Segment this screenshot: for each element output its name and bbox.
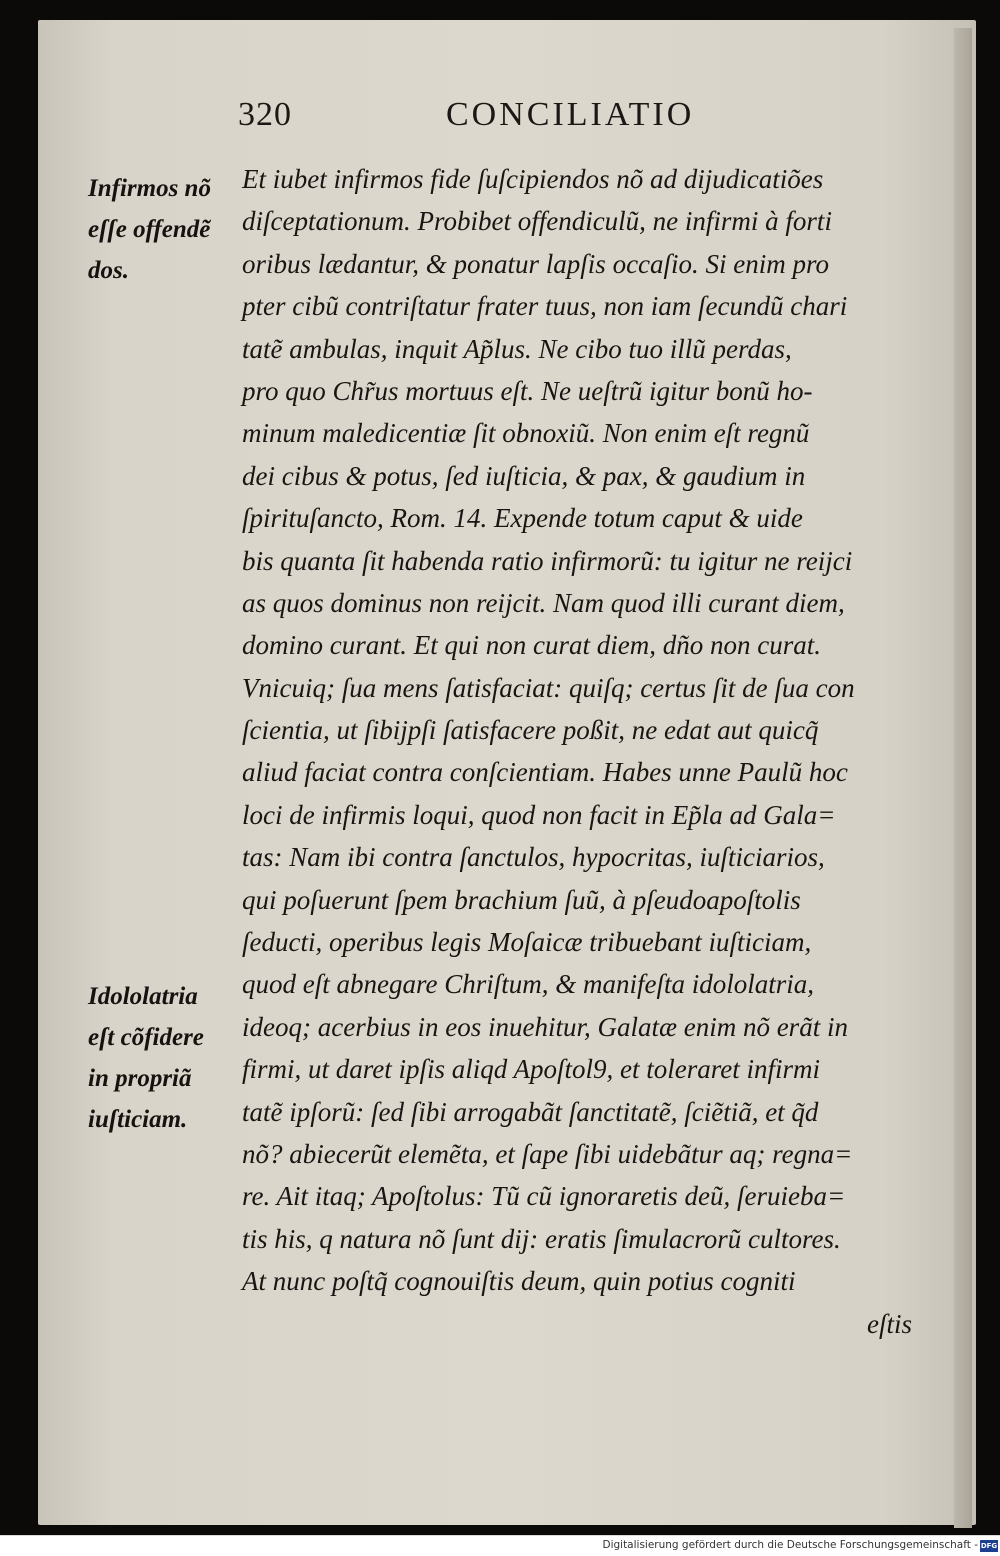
text-line: tatẽ ambulas, inquit Ap̃lus. Ne cibo tuo illũ perdas, [242, 333, 792, 364]
catchword: eſtis [867, 1308, 912, 1339]
text-line: re. Ait itaq; Apoſtolus: Tũ cũ ignoraretis deũ, ſeruieba= [242, 1181, 846, 1212]
dfg-logo: DFG [980, 1542, 998, 1550]
funding-credit: Digitalisierung gefördert durch die Deutsche Forschungsgemeinschaft - [602, 1539, 978, 1551]
marginal-note-infirmos [88, 168, 248, 291]
marginal-note-line: in propriã [88, 1065, 192, 1092]
text-line: loci de infirmis loqui, quod non facit in Ep̃la ad Gala= [242, 799, 836, 830]
text-line: aliud faciat contra conſcientiam. Habes unne Paulũ hoc [242, 757, 848, 788]
running-title: CONCILIATIO [446, 96, 695, 133]
text-line: Et iubet infirmos fide ſuſcipiendos nõ ad dijudicatiões [242, 164, 824, 194]
text-line: minum maledicentiæ ſit obnoxiũ. Non enim eſt regnũ [242, 418, 810, 449]
text-line: domino curant. Et qui non curat diem, dño non curat. [242, 630, 821, 661]
text-line: ſeducti, operibus legis Moſaicæ tribuebant iuſticiam, [242, 927, 812, 958]
page-edge [954, 28, 972, 1528]
marginal-note-line: Idololatria [88, 983, 198, 1010]
text-line: tatẽ ipſorũ: ſed ſibi arrogabãt ſanctitatẽ, ſciẽtiã, et q̃d [242, 1096, 819, 1127]
text-line: dei cibus & potus, ſed iuſticia, & pax, & gaudium in [242, 460, 806, 491]
marginal-note-idololatria [88, 976, 248, 1140]
text-line: nõ? abiecerũt elemẽta, et ſape ſibi uidebãtur aq; regna= [242, 1138, 853, 1169]
text-line: bis quanta ſit habenda ratio infirmorũ: tu igitur ne reijci [242, 545, 853, 576]
text-line: ſpirituſancto, Rom. 14. Expende totum caput & uide [242, 503, 803, 534]
text-line: ideoq; acerbius in eos inuehitur, Galatæ enim nõ erãt in [242, 1011, 848, 1042]
text-line: Vnicuiq; ſua mens ſatisfaciat: quiſq; certus ſit de ſua con [242, 672, 855, 703]
text-line: oribus lædantur, & ponatur lapſis occaſio. Si enim pro [242, 248, 830, 279]
page-number: 320 [238, 96, 292, 133]
marginal-note-line: iuſticiam. [88, 1106, 188, 1133]
footer-bar [0, 1535, 1000, 1556]
text-line: tas: Nam ibi contra ſanctulos, hypocritas, iuſticiarios, [242, 842, 825, 873]
text-line: tis his, q natura nõ ſunt dij: eratis ſimulacrorũ cultores. [242, 1223, 841, 1254]
text-line: as quos dominus non reijcit. Nam quod illi curant diem, [242, 587, 845, 618]
text-line: pro quo Chr̃us mortuus eſt. Ne ueſtrũ igitur bonũ ho- [242, 375, 813, 406]
marginal-note-line: Infirmos nõ [88, 175, 211, 202]
text-line: quod eſt abnegare Chriſtum, & manifeſta idololatria, [242, 969, 814, 1000]
text-line: firmi, ut daret ipſis aliqd Apoſtol9, et toleraret infirmi [242, 1054, 821, 1085]
page-header [0, 96, 1000, 146]
text-line: At nunc poſtq̃ cognouiſtis deum, quin potius cogniti [242, 1266, 796, 1297]
text-line: pter cibũ contriſtatur frater tuus, non iam ſecundũ chari [242, 291, 848, 322]
marginal-note-line: eſt cõfidere [88, 1024, 204, 1051]
marginal-note-line: dos. [88, 257, 129, 284]
text-line: diſceptationum. Probibet offendiculũ, ne infirmi à forti [242, 206, 832, 237]
text-line: ſcientia, ut ſibijpſi ſatisfacere poßit, ne edat aut quicq̃ [242, 715, 819, 746]
text-line: qui poſuerunt ſpem brachium ſuũ, à pſeudoapoſtolis [242, 884, 801, 915]
marginal-note-line: eſſe offendẽ [88, 216, 211, 243]
body-text [242, 158, 942, 1345]
